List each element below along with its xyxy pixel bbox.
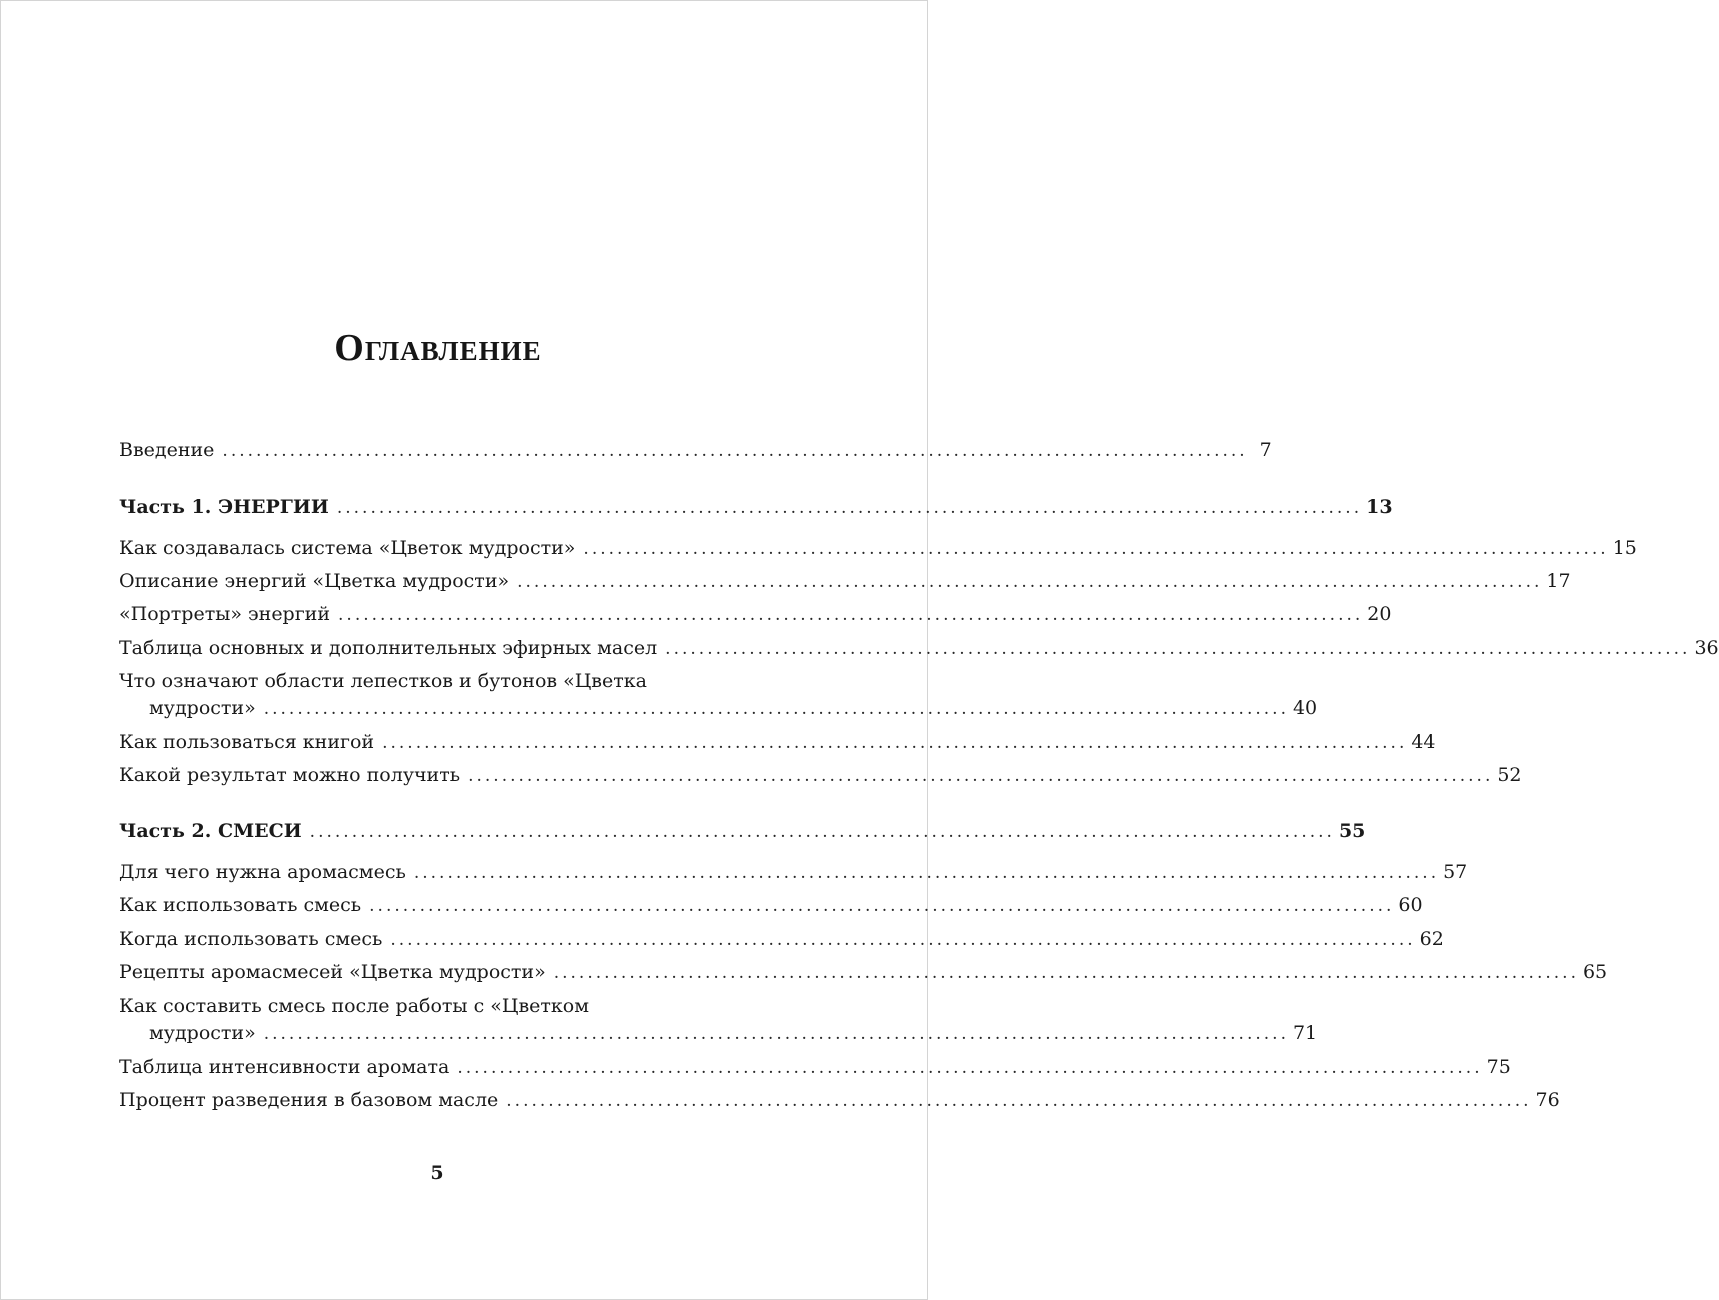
toc-entry-title: Таблица интенсивности аромата (119, 1056, 450, 1078)
dot-leader: .......................................................................................................................... (583, 539, 1609, 559)
dot-leader: .......................................................................................................................... (336, 498, 1363, 518)
toc-entry-page: 7 (1259, 439, 1272, 461)
toc-entry-title: Таблица основных и дополнительных эфирных масел (119, 637, 658, 659)
toc-entry-title: Как составить смесь после работы с «Цветком (119, 995, 590, 1017)
toc-entry-title: Рецепты аромасмесей «Цветка мудрости» (119, 961, 546, 983)
toc-entry (119, 729, 1436, 756)
toc-entry-title: Процент разведения в базовом масле (119, 1089, 499, 1111)
toc-entry-title: Для чего нужна аромасмесь (119, 861, 406, 883)
dot-leader: .......................................................................................................................... (457, 1058, 1483, 1078)
dot-leader: .......................................................................................................................... (222, 441, 1248, 461)
toc-entry-page: 76 (1535, 1089, 1560, 1111)
toc-entry-page: 60 (1398, 894, 1423, 916)
toc-entry (119, 892, 1423, 919)
toc-entry (119, 959, 1608, 986)
toc-entry-title: «Портреты» энергий (119, 603, 331, 625)
toc-entry-title: Часть 2. СМЕСИ (119, 820, 302, 842)
dot-leader: .......................................................................................................................... (553, 963, 1579, 983)
toc-entry (119, 762, 1522, 789)
toc-entry-page: 40 (1292, 697, 1318, 719)
toc-entry-page: 57 (1443, 861, 1468, 883)
toc-entry-title-continued: мудрости» (149, 697, 256, 719)
dot-leader: .......................................................................................................................... (506, 1091, 1532, 1111)
toc-part-heading (119, 818, 1366, 845)
toc-entry-page: 55 (1338, 820, 1366, 842)
toc-entry-page: 17 (1546, 570, 1571, 592)
toc-entry-page: 62 (1419, 928, 1444, 950)
toc-entry-title: Как использовать смесь (119, 894, 362, 916)
toc-entry (119, 535, 1637, 562)
page-number: 5 (430, 1162, 444, 1184)
dot-leader: .......................................................................................................................... (390, 930, 1416, 950)
toc-entry-title-continued: мудрости» (149, 1022, 256, 1044)
toc-entry-title: Описание энергий «Цветка мудрости» (119, 570, 510, 592)
toc-entry-page: 44 (1411, 731, 1436, 753)
toc-entry-page: 20 (1367, 603, 1392, 625)
toc-entry-title: Часть 1. ЭНЕРГИИ (119, 496, 329, 518)
dot-leader: .......................................................................................................................... (468, 766, 1494, 786)
toc-entry (119, 437, 1272, 464)
toc-entry-title: Введение (119, 439, 215, 461)
dot-leader: .......................................................................................................................... (263, 1024, 1289, 1044)
toc-entry (119, 635, 1719, 662)
toc-entry-page: 13 (1366, 496, 1393, 518)
toc-entry-page: 71 (1292, 1022, 1318, 1044)
dot-leader: .......................................................................................................................... (309, 822, 1335, 842)
toc-part-heading (119, 494, 1393, 521)
toc-entry (119, 668, 1318, 722)
toc-entry (119, 568, 1571, 595)
toc-entry (119, 859, 1468, 886)
dot-leader: .......................................................................................................................... (369, 896, 1395, 916)
toc-entry-page: 15 (1612, 537, 1637, 559)
toc-entry-title: Когда использовать смесь (119, 928, 383, 950)
dot-leader: .......................................................................................................................... (263, 699, 1289, 719)
dot-leader: .......................................................................................................................... (338, 605, 1364, 625)
toc-entry (119, 993, 1318, 1047)
toc-entry-page: 52 (1497, 764, 1522, 786)
page-title: Оглавление (334, 327, 542, 369)
toc-entry-page: 75 (1486, 1056, 1511, 1078)
toc-entry-page: 36 (1694, 637, 1719, 659)
toc-entry (119, 1087, 1560, 1114)
toc-entry-title: Какой результат можно получить (119, 764, 461, 786)
toc-entry (119, 601, 1392, 628)
toc-entry-page: 65 (1582, 961, 1608, 983)
dot-leader: .......................................................................................................................... (413, 863, 1440, 883)
dot-leader: .......................................................................................................................... (382, 733, 1408, 753)
dot-leader: .......................................................................................................................... (517, 572, 1543, 592)
toc-entry (119, 926, 1444, 953)
toc-entry (119, 1054, 1511, 1081)
dot-leader: .......................................................................................................................... (665, 639, 1691, 659)
toc-entry-title: Как создавалась система «Цветок мудрости» (119, 537, 576, 559)
toc-entry-title: Что означают области лепестков и бутонов «Цветка (119, 670, 647, 692)
toc-entry-title: Как пользоваться книгой (119, 731, 375, 753)
